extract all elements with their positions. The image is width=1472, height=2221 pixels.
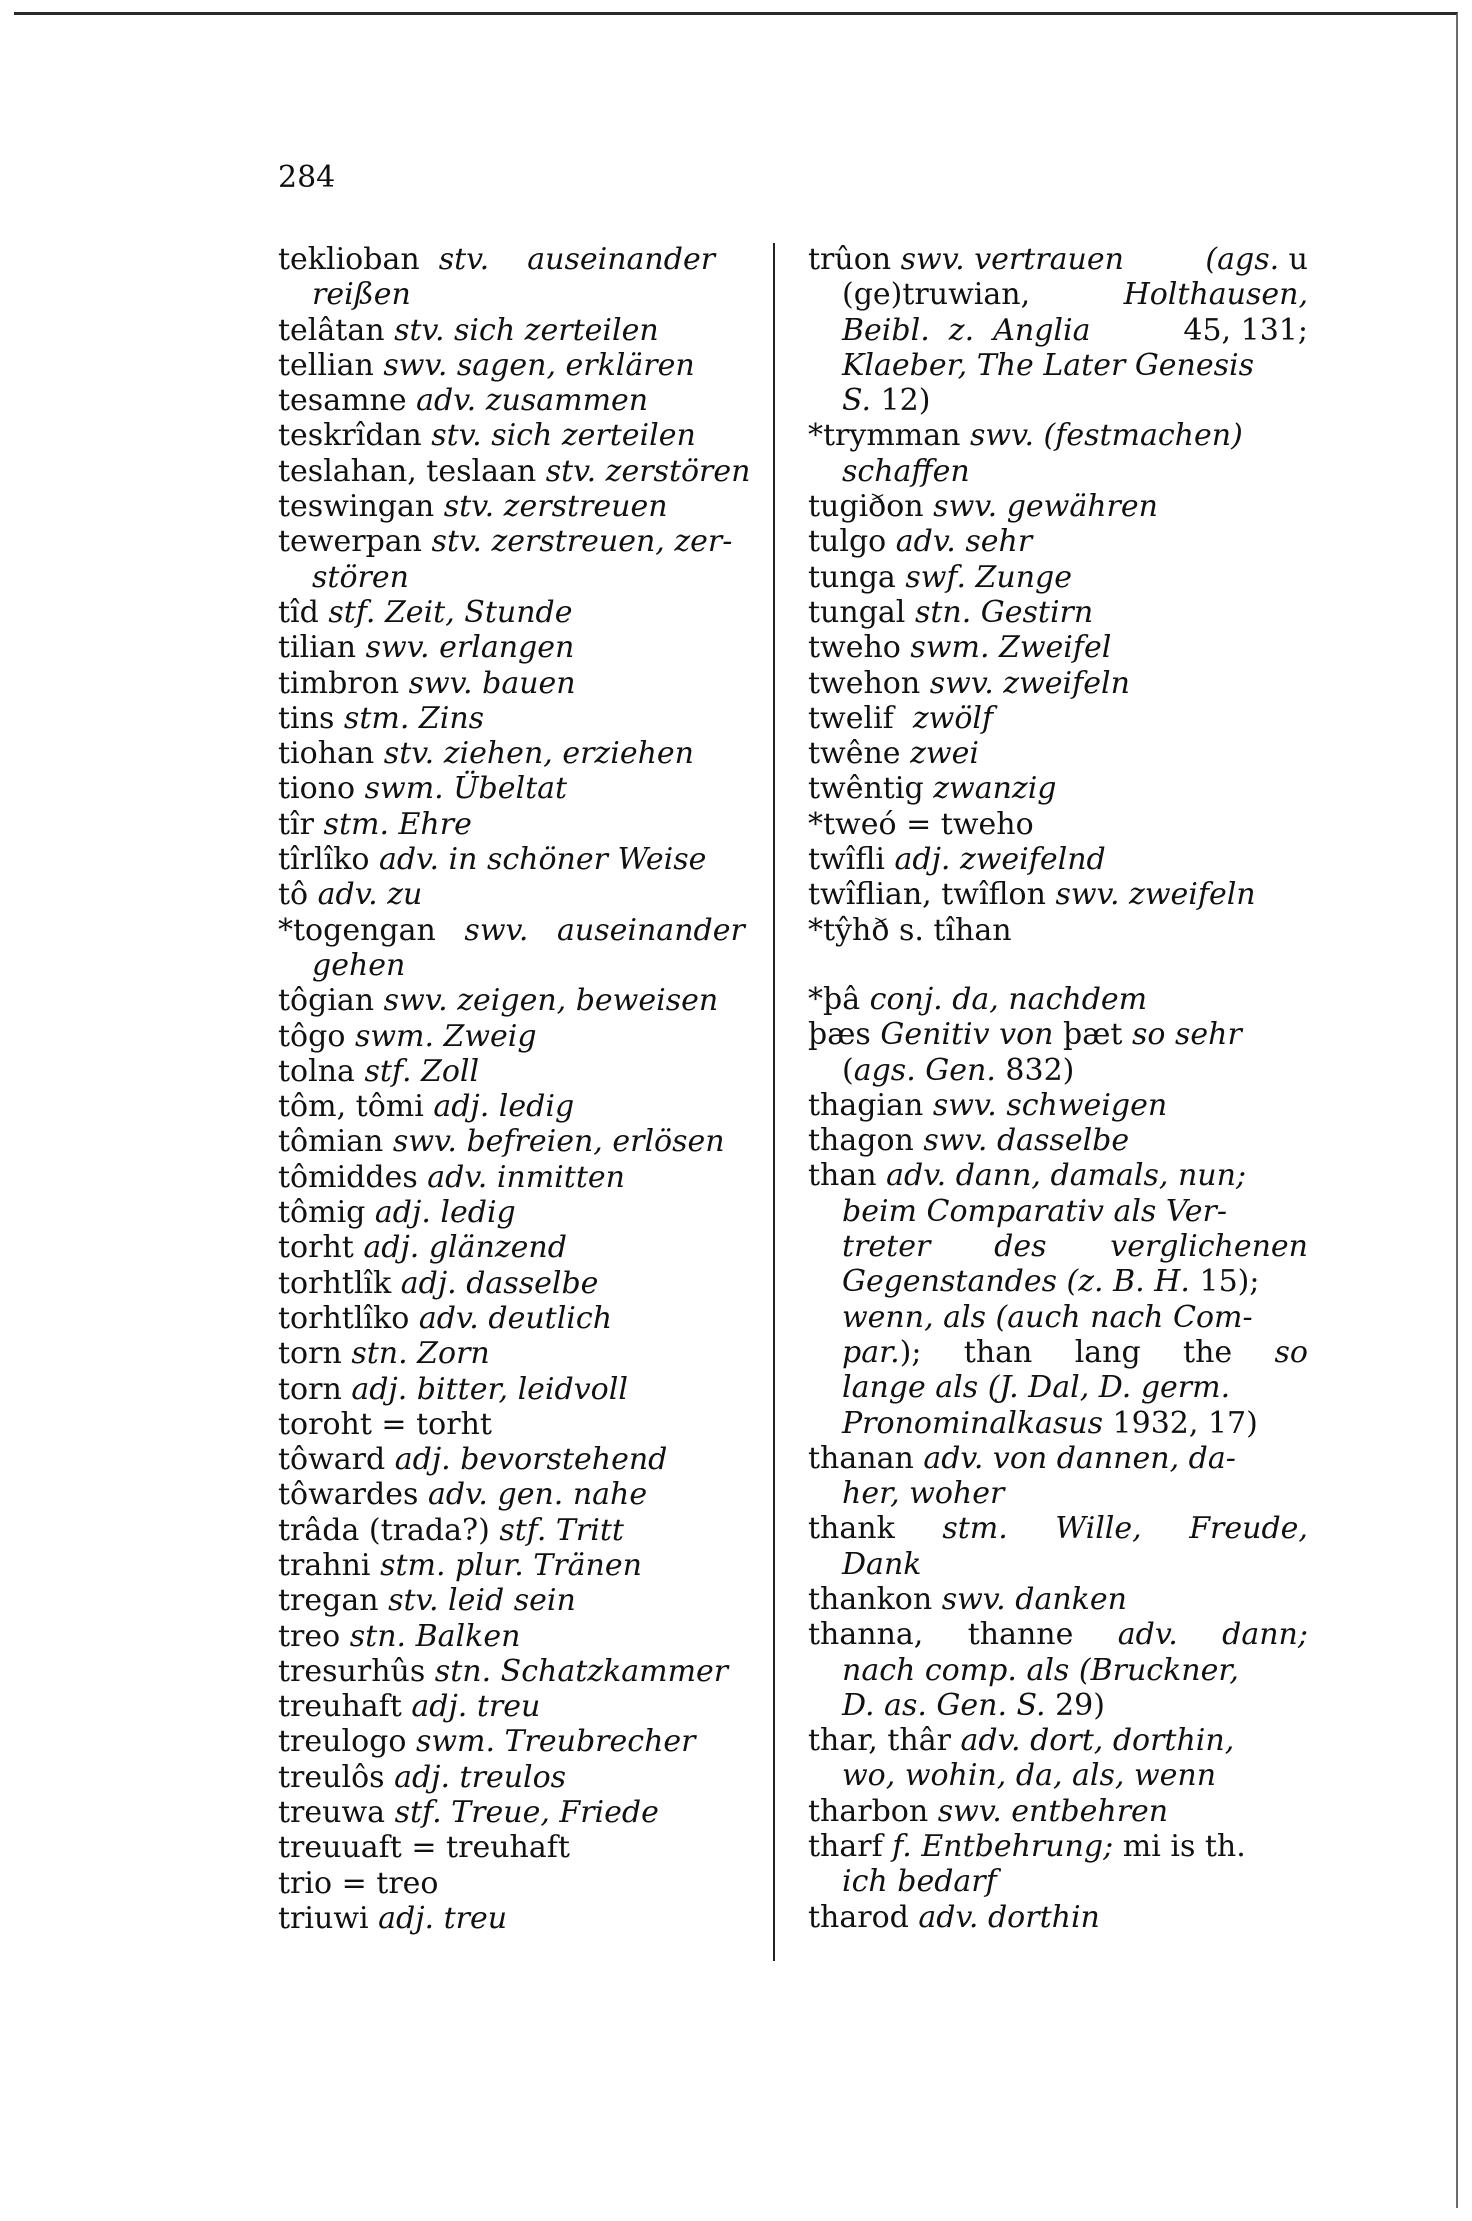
entry-thank: thank stm. Wille, Freude, xyxy=(808,1511,1308,1547)
entry-teswingan: teswingan stv. zerstreuen xyxy=(278,489,668,525)
entry-tresurhus: tresurhûs stn. Schatzkammer xyxy=(278,1653,729,1689)
entry-trymman: *trymman swv. (festmachen) xyxy=(808,418,1243,454)
entry-tomiddes: tômiddes adv. inmitten xyxy=(278,1159,625,1195)
entry-tunga: tunga swf. Zunge xyxy=(808,559,1072,595)
entry-thagon: thagon swv. dasselbe xyxy=(808,1123,1130,1159)
entry-twentig: twêntig zwanzig xyxy=(808,771,1057,807)
entry-tweho: tweho swm. Zweifel xyxy=(808,630,1112,666)
entry-tomian: tômian swv. befreien, erlösen xyxy=(278,1124,725,1160)
entry-thanna: thanna, thanne adv. dann; xyxy=(808,1617,1308,1653)
entry-tharbon: tharbon swv. entbehren xyxy=(808,1793,1169,1829)
entry-treuwa: treuwa stf. Treue, Friede xyxy=(278,1795,659,1831)
entry-teskridan: teskrîdan stv. sich zerteilen xyxy=(278,418,696,454)
entry-triuwi: triuwi adj. treu xyxy=(278,1900,508,1936)
column-divider xyxy=(773,243,775,1961)
entry-tulgo: tulgo adv. sehr xyxy=(808,524,1033,560)
entry-treulogo: treulogo swm. Treubrecher xyxy=(278,1724,696,1760)
entry-tekliobhan: teklioban stv. auseinander xyxy=(278,242,716,277)
entry-tom: tôm, tômi adj. ledig xyxy=(278,1089,575,1125)
entry-twelif: twelif zwölf xyxy=(808,700,994,736)
entry-treulos: treulôs adj. treulos xyxy=(278,1759,567,1795)
left-column: teklioban stv. auseinander reißen telâtan stv. sich zerteilen tellian swv. sagen, erklären tesamne adv. zusammen teskrîdan stv. sich zerteilen teslahan, teslaan stv. zerstören teswingan stv. zerstreuen tewerpan stv. zerstreuen, zer- stören tîd stf. Zeit, Stunde tilian swv. erlangen timbron swv. bauen tins stm. Zins tiohan stv. ziehen, erziehen tiono swm. Übeltat tîr stm. Ehre tîrlîko adv. in schöner Weise tô adv. zu *togengan swv. auseinander gehen tôgian swv. zeigen, beweisen tôgo swm. Zweig tolna stf. Zoll tôm, tômi adj. ledig tômian swv. befreien, erlösen tômiddes adv. inmitten tômig adj. ledig torht adj. glänzend torhtlîk adj. dasselbe torhtlîko adv. deutlich torn stn. Zorn torn adj. bitter, leidvoll toroht = torht tôward adj. bevorstehend tôwardes adv. gen. nahe trâda (trada?) stf. Tritt trahni stm. plur. Tränen tregan stv. leid sein treo stn. Balken tresurhûs stn. Schatzkammer treuhaft adj. treu treulogo swm. Treubrecher treulôs adj. treulos treuwa stf. Treue, Friede treuuaft = treuhaft trio = treo triuwi adj. treu xyxy=(278,242,763,1936)
entry-tweo: *tweó = tweho xyxy=(808,806,1034,842)
entry-toroht: toroht = torht xyxy=(278,1406,492,1442)
entry-thankon: thankon swv. danken xyxy=(808,1581,1127,1617)
entry-tharf: tharf f. Entbehrung; mi is th. xyxy=(808,1829,1246,1865)
entry-tir: tîr stm. Ehre xyxy=(278,806,472,842)
entry-tiohan: tiohan stv. ziehen, erziehen xyxy=(278,736,694,772)
entry-trada: trâda (trada?) stf. Tritt xyxy=(278,1512,624,1548)
entry-treo: treo stn. Balken xyxy=(278,1618,521,1654)
entry-tungal: tungal stn. Gestirn xyxy=(808,594,1094,630)
entry-togo: tôgo swm. Zweig xyxy=(278,1018,537,1054)
entry-treuhaft: treuhaft adj. treu xyxy=(278,1689,541,1725)
entry-thaes: þæs Genitiv von þæt so sehr xyxy=(808,1017,1242,1053)
entry-torn-stn: torn stn. Zorn xyxy=(278,1336,490,1372)
entry-tolna: tolna stf. Zoll xyxy=(278,1053,480,1089)
entry-twehon: twehon swv. zweifeln xyxy=(808,665,1130,701)
entry-than: than adv. dann, damals, nun; xyxy=(808,1158,1247,1194)
entry-tins: tins stm. Zins xyxy=(278,700,485,736)
page-number: 284 xyxy=(278,160,336,195)
entry-tiono: tiono swm. Übeltat xyxy=(278,771,568,807)
entry-tirliko: tîrlîko adv. in schöner Weise xyxy=(278,842,707,878)
entry-tilian: tilian swv. erlangen xyxy=(278,630,575,666)
entry-togian: tôgian swv. zeigen, beweisen xyxy=(278,983,719,1019)
entry-tugidon: tugiðon swv. gewähren xyxy=(808,489,1158,525)
entry-tellian: tellian swv. sagen, erklären xyxy=(278,347,695,383)
entry-thar: thar, thâr adv. dort, dorthin, xyxy=(808,1723,1235,1759)
entry-twene: twêne zwei xyxy=(808,736,979,772)
right-column: trûon swv. vertrauen (ags. u (ge)truwian, Holthausen, Beibl. z. Anglia 45, 131; Klaeber, The Later Genesis S. 12) *trymman swv. (festmachen) schaffen tugiðon swv. gewähren tulgo adv. sehr tunga swf. Zunge tungal stn. Gestirn tweho swm. Zweifel twehon swv. zweifeln twelif zwölf twêne zwei twêntig zwanzig *tweó = tweho twîfli adj. zweifelnd twîflian, twîflon swv. zweifeln *tŷhð s. tîhan *þâ conj. da, nachdem þæs Genitiv von þæt so sehr (ags. Gen. 832) thagian swv. schweigen thagon swv. dasselbe than adv. dann, damals, nun; beim Comparativ als Ver- treter des verglichenen Gegenstandes (z. B. H. 15); wenn, als (auch nach Com- par.); than lang the so lange als (J. Dal, D. germ. Pronominalkasus 1932, 17) thanan adv. von dannen, da- her, woher thank stm. Wille, Freude, Dank thankon swv. danken thanna, thanne adv. dann; nach comp. als (Bruckner, D. as. Gen. S. 29) thar, thâr adv. dort, dorthin, wo, wohin, da, als, wenn tharbon swv. entbehren tharf f. Entbehrung; mi is th. ich bedarf tharod adv. dorthin xyxy=(808,242,1308,1935)
entry-tomig: tômig adj. ledig xyxy=(278,1195,516,1231)
entry-trahni: trahni stm. plur. Tränen xyxy=(278,1547,642,1583)
entry-to: tô adv. zu xyxy=(278,877,423,913)
entry-teslahan: teslahan, teslaan stv. zerstören xyxy=(278,453,751,489)
entry-trio: trio = treo xyxy=(278,1865,439,1901)
entry-torht: torht adj. glänzend xyxy=(278,1230,567,1266)
entry-tharod: tharod adv. dorthin xyxy=(808,1899,1100,1935)
entry-torhtliko: torhtlîko adv. deutlich xyxy=(278,1300,613,1336)
entry-truon: trûon swv. vertrauen (ags. u xyxy=(808,242,1308,277)
entry-telatan: telâtan stv. sich zerteilen xyxy=(278,312,659,348)
entry-thagian: thagian swv. schweigen xyxy=(808,1087,1168,1123)
entry-twiflian: twîflian, twîflon swv. zweifeln xyxy=(808,877,1256,913)
entry-torhtlik: torhtlîk adj. dasselbe xyxy=(278,1265,599,1301)
entry-treuuaft: treuuaft = treuhaft xyxy=(278,1830,570,1866)
entry-thanan: thanan adv. von dannen, da- xyxy=(808,1440,1236,1476)
entry-tewerpan: tewerpan stv. zerstreuen, zer- xyxy=(278,524,733,560)
entry-toward: tôward adj. bevorstehend xyxy=(278,1442,668,1478)
entry-tyhd: *tŷhð s. tîhan xyxy=(808,912,1012,948)
entry-torn-adj: torn adj. bitter, leidvoll xyxy=(278,1371,628,1407)
entry-tid: tîd stf. Zeit, Stunde xyxy=(278,594,573,630)
entry-tha: *þâ conj. da, nachdem xyxy=(808,981,1148,1017)
entry-timbron: timbron swv. bauen xyxy=(278,665,576,701)
entry-tregan: tregan stv. leid sein xyxy=(278,1583,576,1619)
entry-tesamne: tesamne adv. zusammen xyxy=(278,383,649,419)
entry-twifli: twîfli adj. zweifelnd xyxy=(808,842,1106,878)
entry-togengan: *togengan swv. auseinander xyxy=(278,912,745,948)
entry-towardes: tôwardes adv. gen. nahe xyxy=(278,1477,648,1513)
